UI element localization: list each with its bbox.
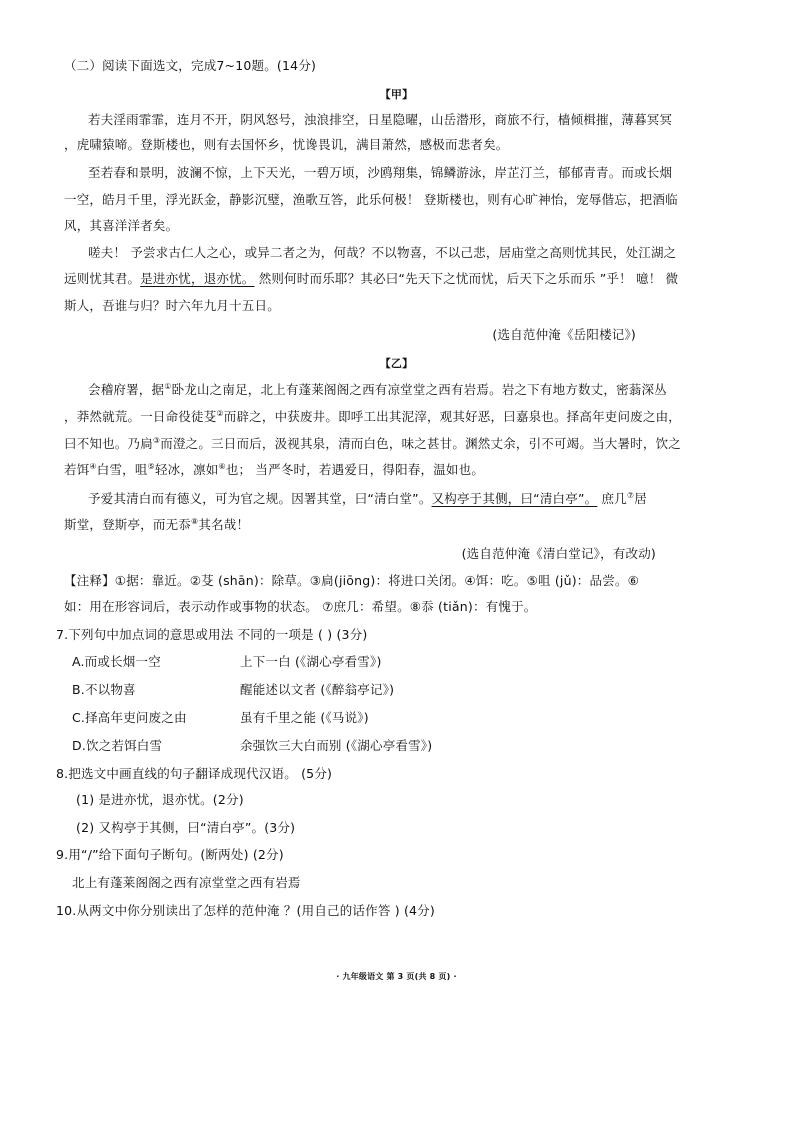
q7-option-a-left: A.而或长烟一空 [72,654,161,669]
notes-line-1: 【注释】①据：靠近。②芟 (shān)：除草。③扃(jiōng)：将进口关闭。④饵：吃。⑤咀 (jǔ)：品尝。⑥ [64,573,640,588]
passage-jia-line-7 [64,270,678,288]
text-span: 予爱其清白而有德义，可为官之规。因署其堂，曰“清白堂”。 [88,491,432,506]
passage-jia-line-6: 嗟夫！ 予尝求古仁人之心，或异二者之为，何哉？不以物喜，不以己悲，居庙堂之高则忧其民，处江湖之 [88,245,677,260]
text-span: 会稽府署，据 [88,382,165,397]
passage-jia-source: (选自范仲淹《岳阳楼记》) [492,327,636,342]
passage-yi-line-1 [88,381,667,399]
note-mark: ③ [152,435,161,445]
passage-jia-line-8: 斯人，吾谁与归？时六年九月十五日。 [64,298,280,313]
passage-yi-line-5 [88,490,647,508]
text-span: 也； 当严冬时，若遇爱日，得阳春，温如也。 [225,462,485,477]
question-10-stem: 10.从两文中你分别读出了怎样的范仲淹 ？(用自己的话作答 ) (4分) [56,903,435,918]
passage-jia-line-5: 风，其喜洋洋者矣。 [64,218,179,233]
q7-option-b-left: B.不以物喜 [72,682,136,697]
question-9-stem: 9.用“/”给下面句子断句。(断两处) (2分) [56,847,284,862]
text-span: 而辟之，中获废井。即呼工出其泥滓，观其好恶，曰嘉泉也。择高年吏问废之由， [223,409,681,424]
text-span: 白雪，咀 [96,462,148,477]
text-span: 其名哉！ [198,517,250,532]
passage-yi-line-6 [64,516,249,534]
passage-jia-heading: 【甲】 [379,88,414,101]
page-footer: · 九年级语文 第 3 页(共 8 页) · [336,972,457,981]
text-span: ，莽然就荒。一日命役徒芟 [64,409,217,424]
underlined-sentence-2: 又构亭于其侧，曰“清白亭”。 [431,491,598,506]
passage-jia-line-7-b: 然则何时而乐耶？其必曰“先天下之忧而忧，后天下之乐而乐 ”乎！ 噫！ 微 [254,271,679,286]
passage-yi-line-2 [64,408,681,426]
note-mark: ② [216,408,224,418]
passage-jia-line-7-a: 远则忧其君。 [64,271,141,286]
note-mark: ⑥ [218,461,226,471]
passage-yi-line-4 [64,461,484,479]
text-span: 而澄之。三日而后，汲视其泉，清而白色，味之甚甘。渊然丈余，引不可竭。当大暑时，饮之 [160,436,681,451]
passage-jia-line-4: 一空，皓月千里，浮光跃金，静影沉璧，渔歌互答，此乐何极！ 登斯楼也，则有心旷神怡，宠辱偕忘，把酒临 [64,192,678,207]
q7-option-c-left: C.择高年吏问废之由 [72,710,187,725]
note-mark: ⑤ [147,461,155,471]
text-span: 若饵 [64,462,90,477]
note-mark: ⑧ [191,516,199,526]
notes-line-2: 如：用在形容词后，表示动作或事物的状态。 ⑦庶几：希望。⑧忝 (tiǎn)：有愧于。 [64,599,537,614]
question-8-item-2: (2) 又构亭于其侧，曰“清白亭”。(3分) [76,820,296,835]
underlined-sentence-1: 是进亦忧，退亦忧。 [140,271,255,286]
passage-yi-source: (选自范仲淹《清白堂记》，有改动) [461,546,656,561]
passage-yi-line-3 [64,435,681,453]
text-span: 庶几 [597,491,627,506]
q7-option-d-right: 余强饮三大白而别 (《湖心亭看雪》) [240,738,433,753]
passage-jia-line-1: 若夫淫雨霏霏，连月不开，阴风怒号，浊浪排空，日星隐曜，山岳潜形，商旅不行，樯倾楫摧，薄暮冥冥 [88,112,673,127]
note-mark: ⑦ [626,490,635,500]
note-mark: ① [164,381,172,391]
passage-yi-heading: 【乙】 [379,357,414,370]
question-8-stem: 8.把选文中画直线的句子翻译成现代汉语。 (5分) [56,766,333,781]
q7-option-d-left: D.饮之若饵白雪 [72,738,163,753]
passage-jia-line-3: 至若春和景明，波澜不惊，上下天光，一碧万顷，沙鸥翔集，锦鳞游泳，岸芷汀兰，郁郁青青。而或长烟 [88,165,673,180]
question-7-stem: 7.下列句中加点词的意思或用法 不同的一项是 ( ) (3分) [56,627,368,642]
text-span: 居 [634,491,647,506]
text-span: 卧龙山之南足，北上有蓬莱阁阁之西有凉堂堂之西有岩焉。岩之下有地方数丈，密蓊深丛 [171,382,667,397]
passage-jia-line-2: ，虎啸猿啼。登斯楼也，则有去国怀乡，忧谗畏讥，满目萧然，感极而悲者矣。 [64,137,509,152]
q7-option-b-right: 醒能述以文者 (《醉翁亭记》) [240,682,395,697]
text-span: 轻冰，凛如 [154,462,219,477]
q7-option-c-right: 虽有千里之能 (《马说》) [240,710,369,725]
q7-option-a-right: 上下一白 (《湖心亭看雪》) [240,654,382,669]
question-8-item-1: (1) 是进亦忧，退亦忧。(2分) [76,792,244,807]
note-mark: ④ [89,461,97,471]
question-9-sentence: 北上有蓬莱阁阁之西有凉堂堂之西有岩焉 [72,875,301,890]
text-span: 曰不知也。乃扃 [64,436,153,451]
section-title: （二）阅读下面选文，完成7~10题。(14分) [64,58,317,73]
text-span: 斯堂，登斯亭，而无忝 [64,517,192,532]
